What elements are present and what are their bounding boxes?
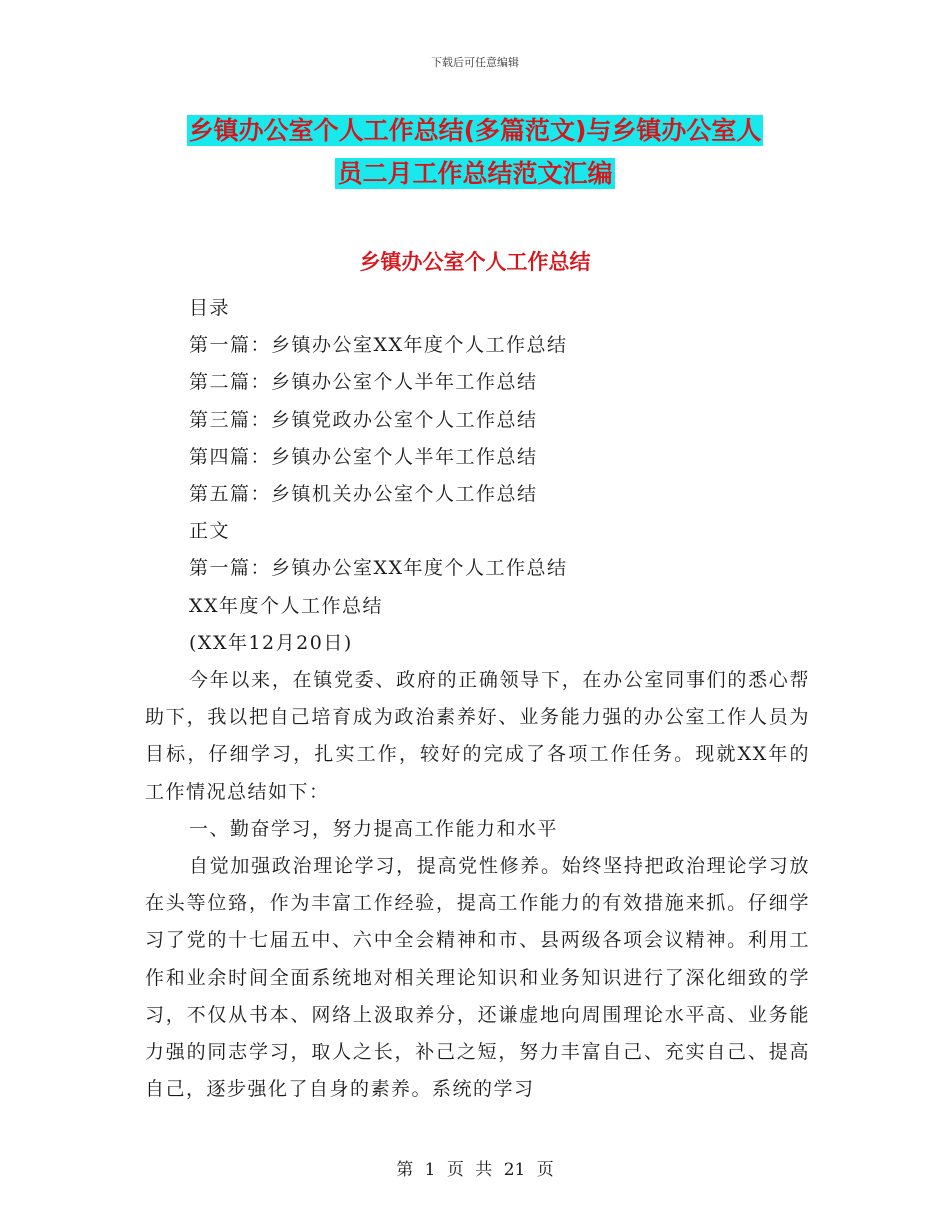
- page-footer: 第 1 页 共 21 页: [396, 1160, 554, 1180]
- doc-title: XX年度个人工作总结: [189, 594, 384, 617]
- toc-item-4: 第四篇：乡镇办公室个人半年工作总结: [189, 445, 538, 468]
- document-title-text-2: 员二月工作总结范文汇编: [337, 159, 613, 188]
- toc-item-2: 第二篇：乡镇办公室个人半年工作总结: [189, 371, 538, 394]
- paragraph-study: 自觉加强政治理论学习，提高党性修养。始终坚持把政治理论学习放在头等位臵，作为丰富工作经验，提高工作能力的有效措施来抓。仔细学习了党的十七届五中、六中全会精神和市、县两级各项会议精神。利用工作和业余时间全面系统地对相关理论知识和业务知识进行了深化细致的学习，不仅从书本、网络上汲取养分，还谦虚地向周围理论水平高、业务能力强的同志学习，取人之长，补己之短，努力丰富自己、充实自己、提高自己，逐步强化了自身的素养。系统的学习: [145, 855, 810, 1101]
- document-body: [145, 290, 810, 1108]
- paragraph-intro: 今年以来，在镇党委、政府的正确领导下，在办公室同事们的悉心帮助下，我以把自己培育成为政治素养好、业务能力强的办公室工作人员为目标，仔细学习，扎实工作，较好的完成了各项工作任务。现就XX年的工作情况总结如下：: [145, 669, 810, 803]
- header-note: 下载后可任意编辑: [431, 56, 519, 69]
- body-heading: 正文: [189, 520, 231, 543]
- section-heading-1: 一、勤奋学习，努力提高工作能力和水平: [189, 817, 559, 840]
- toc-heading: 目录: [189, 297, 231, 319]
- document-title-text-1: 乡镇办公室个人工作总结(多篇范文)与乡镇办公室人: [188, 116, 762, 145]
- section-subtitle: 乡镇办公室个人工作总结: [359, 250, 591, 274]
- toc-item-1: 第一篇：乡镇办公室XX年度个人工作总结: [189, 334, 568, 357]
- doc-date: (XX年12月20日): [189, 631, 353, 654]
- toc-item-5: 第五篇：乡镇机关办公室个人工作总结: [189, 483, 538, 506]
- document-title-line-2: [0, 151, 950, 197]
- chapter-title: 第一篇：乡镇办公室XX年度个人工作总结: [189, 557, 568, 580]
- document-title-line-1: [0, 108, 950, 154]
- toc-item-3: 第三篇：乡镇党政办公室个人工作总结: [189, 408, 538, 431]
